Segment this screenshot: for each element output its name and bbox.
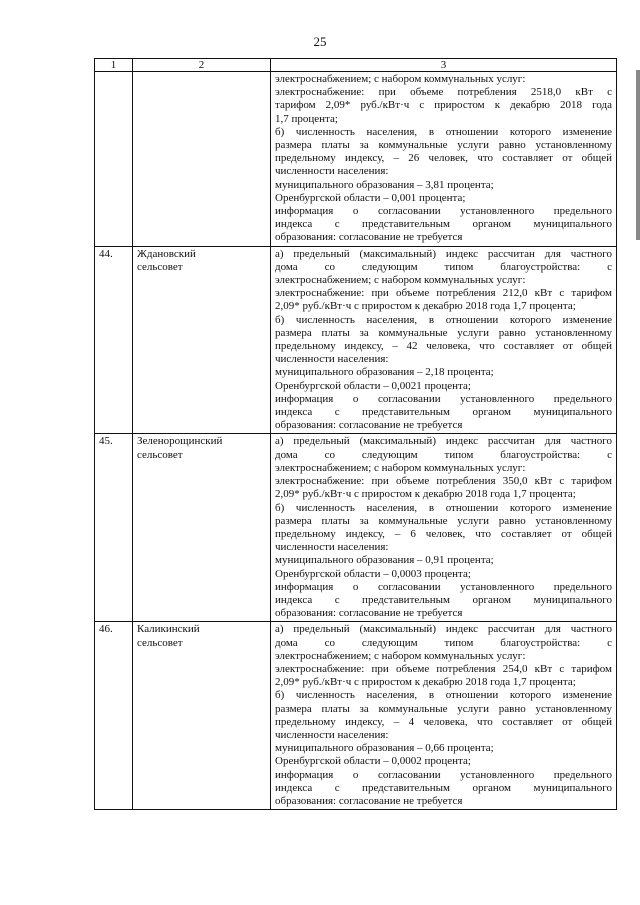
- row-number: 44.: [99, 247, 113, 260]
- settlement-name-line: сельсовет: [137, 448, 183, 461]
- row-number-cell: [95, 434, 133, 622]
- description-line: 2,09* руб./кВт·ч с приростом к декабрю 2018 года 1,7 процента;: [275, 300, 576, 313]
- description-line: размера платы за коммунальные услуги равно установленному: [275, 702, 612, 715]
- index-description-text: [275, 435, 612, 620]
- description-line: электроснабжением; с набором коммунальных услуг:: [275, 461, 526, 474]
- page-number: 25: [313, 34, 327, 49]
- description-line: индекса с представительным органом муниципального: [275, 218, 612, 231]
- description-line: б) численность населения, в отношении которого изменение: [275, 125, 612, 138]
- settlement-name-cell: [133, 622, 271, 810]
- settlement-name-line: Ждановский: [137, 247, 196, 260]
- description-line: численности населения:: [275, 165, 389, 178]
- settlement-name-cell: [133, 434, 271, 622]
- settlement-name-line: Зеленорощинский: [137, 435, 223, 448]
- description-line: размера платы за коммунальные услуги равно установленному: [275, 326, 612, 339]
- tariff-index-table: [94, 58, 617, 810]
- description-line: информация о согласовании установленного предельного: [275, 768, 612, 781]
- description-line: 2,09* руб./кВт·ч с приростом к декабрю 2018 года 1,7 процента;: [275, 488, 576, 501]
- description-line: образования: согласование не требуется: [275, 231, 463, 244]
- description-line: предельному индексу, – 26 человек, что составляет от общей: [275, 152, 612, 165]
- page-edge-marker: [636, 70, 640, 240]
- description-line: 1,7 процента;: [275, 112, 338, 125]
- settlement-name-cell: [133, 246, 271, 434]
- description-line: Оренбургской области – 0,0021 процента;: [275, 379, 471, 392]
- description-line: образования: согласование не требуется: [275, 419, 463, 432]
- description-line: б) численность населения, в отношении которого изменение: [275, 501, 612, 514]
- table-row: [95, 622, 617, 810]
- description-line: индекса с представительным органом муниципального: [275, 593, 612, 606]
- description-line: электроснабжение: при объеме потребления 350,0 кВт с тарифом: [275, 475, 612, 488]
- column-header-1: 1: [95, 59, 133, 72]
- row-number-cell: [95, 72, 133, 247]
- description-line: размера платы за коммунальные услуги равно установленному: [275, 514, 612, 527]
- description-line: предельному индексу, – 6 человек, что составляет от общей: [275, 527, 612, 540]
- description-line: 2,09* руб./кВт·ч с приростом к декабрю 2018 года 1,7 процента;: [275, 676, 576, 689]
- description-line: электроснабжением; с набором коммунальных услуг:: [275, 274, 526, 287]
- row-number: 46.: [99, 623, 113, 636]
- index-description-text: [275, 248, 612, 433]
- index-description-text: [275, 73, 612, 245]
- description-line: а) предельный (максимальный) индекс рассчитан для частного: [275, 247, 612, 260]
- settlement-name-line: сельсовет: [137, 260, 183, 273]
- index-description-cell: [271, 72, 617, 247]
- index-description-cell: [271, 246, 617, 434]
- description-line: муниципального образования – 0,66 процента;: [275, 742, 494, 755]
- description-line: образования: согласование не требуется: [275, 607, 463, 620]
- description-line: электроснабжение: при объеме потребления 2518,0 кВт с: [275, 86, 612, 99]
- description-line: численности населения:: [275, 353, 389, 366]
- description-line: предельному индексу, – 42 человека, что составляет от общей: [275, 340, 612, 353]
- description-line: б) численность населения, в отношении которого изменение: [275, 313, 612, 326]
- index-description-cell: [271, 622, 617, 810]
- description-line: образования: согласование не требуется: [275, 794, 463, 807]
- table-row-continued: [95, 72, 617, 247]
- column-header-2: 2: [133, 59, 271, 72]
- description-line: б) численность населения, в отношении которого изменение: [275, 689, 612, 702]
- index-description-text: [275, 623, 612, 808]
- index-description-cell: [271, 434, 617, 622]
- description-line: муниципального образования – 3,81 процента;: [275, 178, 494, 191]
- table-header-row: [95, 59, 617, 72]
- description-line: электроснабжение: при объеме потребления 212,0 кВт с тарифом: [275, 287, 612, 300]
- description-line: численности населения:: [275, 728, 389, 741]
- description-line: дома со следующим типом благоустройства: с: [275, 260, 612, 273]
- settlement-name-cell: [133, 72, 271, 247]
- row-number-cell: [95, 622, 133, 810]
- row-number: 45.: [99, 435, 113, 448]
- description-line: электроснабжение: при объеме потребления 254,0 кВт с тарифом: [275, 662, 612, 675]
- description-line: численности населения:: [275, 541, 389, 554]
- settlement-name-line: сельсовет: [137, 636, 183, 649]
- description-line: а) предельный (максимальный) индекс рассчитан для частного: [275, 435, 612, 448]
- description-line: размера платы за коммунальные услуги равно установленному: [275, 139, 612, 152]
- description-line: тарифом 2,09* руб./кВт·ч с приростом к декабрю 2018 года: [275, 99, 612, 112]
- description-line: предельному индексу, – 4 человека, что составляет от общей: [275, 715, 612, 728]
- description-line: Оренбургской области – 0,001 процента;: [275, 191, 466, 204]
- description-line: Оренбургской области – 0,0002 процента;: [275, 755, 471, 768]
- row-number-cell: [95, 246, 133, 434]
- description-line: информация о согласовании установленного предельного: [275, 205, 612, 218]
- description-line: муниципального образования – 0,91 процента;: [275, 554, 494, 567]
- description-line: информация о согласовании установленного предельного: [275, 392, 612, 405]
- description-line: индекса с представительным органом муниципального: [275, 406, 612, 419]
- table-row: [95, 246, 617, 434]
- description-line: индекса с представительным органом муниципального: [275, 781, 612, 794]
- description-line: дома со следующим типом благоустройства: с: [275, 448, 612, 461]
- settlement-name-line: Каликинский: [137, 623, 200, 636]
- description-line: информация о согласовании установленного предельного: [275, 580, 612, 593]
- description-line: электроснабжением; с набором коммунальных услуг:: [275, 73, 526, 85]
- description-line: муниципального образования – 2,18 процента;: [275, 366, 494, 379]
- description-line: а) предельный (максимальный) индекс рассчитан для частного: [275, 623, 612, 636]
- description-line: Оренбургской области – 0,0003 процента;: [275, 567, 471, 580]
- column-header-3: 3: [271, 59, 617, 72]
- description-line: электроснабжением; с набором коммунальных услуг:: [275, 649, 526, 662]
- table-row: [95, 434, 617, 622]
- description-line: дома со следующим типом благоустройства: с: [275, 636, 612, 649]
